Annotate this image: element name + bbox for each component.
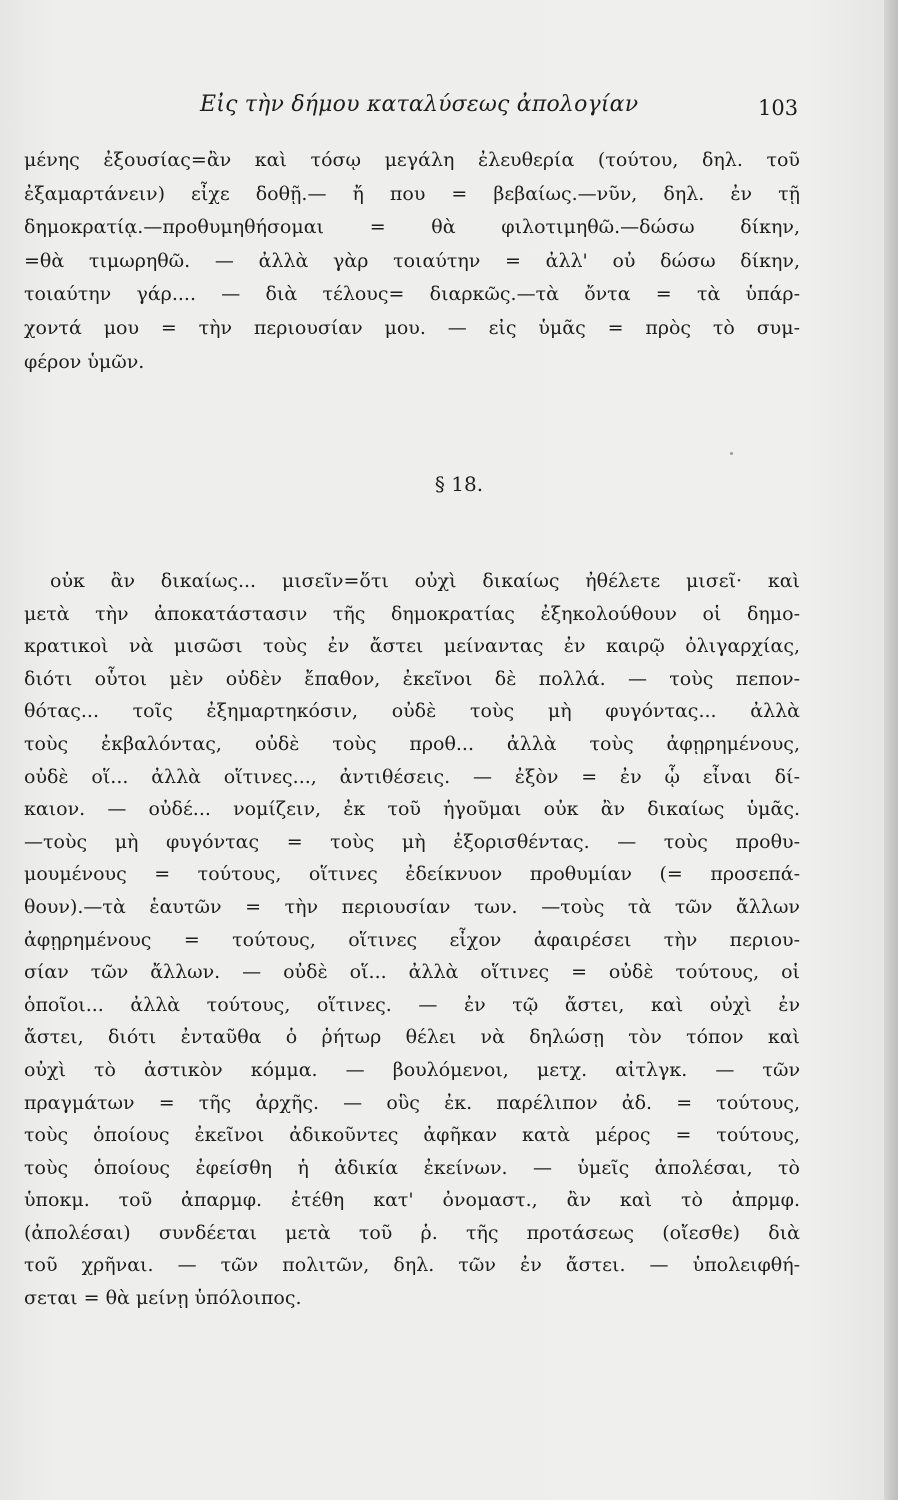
text-line: ἐξαμαρτάνειν) εἶχε δοθῇ.— ἤ που = βεβαίως.—νῦν, δηλ. ἐν τῇ <box>24 182 800 205</box>
text-line: μουμένους = τούτους, οἵτινες ἐδείκνυον προθυμίαν (= προσεπά- <box>24 863 800 886</box>
text-line: τοιαύτην γάρ.... — διὰ τέλους= διαρκῶς.—τὰ ὄντα = τὰ ὑπάρ- <box>24 283 800 306</box>
text-line: σεται = θὰ μείνῃ ὑπόλοιπος. <box>24 1287 302 1310</box>
running-title: Εἰς τὴν δήμου καταλύσεως ἀπολογίαν <box>200 92 639 117</box>
text-line: διότι οὗτοι μὲν οὐδὲν ἔπαθον, ἐκεῖνοι δὲ πολλά. — τοὺς πεπον- <box>24 667 800 690</box>
text-line: ἄστει, διότι ἐνταῦθα ὁ ῥήτωρ θέλει νὰ δηλώσῃ τὸν τόπον καὶ <box>24 1026 800 1049</box>
text-line: πραγμάτων = τῆς ἀρχῆς. — οὓς ἐκ. παρέλιπον ἀδ. = τούτους, <box>24 1091 800 1114</box>
text-line: οὐκ ἂν δικαίως... μισεῖν=ὅτι οὐχὶ δικαίως ἠθέλετε μισεῖ· καὶ <box>50 570 800 592</box>
text-line: κρατικοὶ νὰ μισῶσι τοὺς ἐν ἄστει μείναντας ἐν καιρῷ ὀλιγαρχίας, <box>24 635 800 658</box>
text-line: σίαν τῶν ἄλλων. — οὐδὲ οἵ... ἀλλὰ οἵτινες = οὐδὲ τούτους, οἱ <box>24 961 800 984</box>
text-line: τοὺς ὁποίους ἐκεῖνοι ἀδικοῦντες ἀφῆκαν κατὰ μέρος = τούτους, <box>24 1124 800 1147</box>
text-line: φέρον ὑμῶν. <box>24 350 145 373</box>
text-line: οὐχὶ τὸ ἀστικὸν κόμμα. — βουλόμενοι, μετχ. αἰτλγκ. — τῶν <box>24 1058 800 1081</box>
text-line: τοὺς ὁποίους ἐφείσθη ἡ ἀδικία ἐκείνων. — ὑμεῖς ἀπολέσαι, τὸ <box>24 1156 800 1179</box>
text-line: ὑποκμ. τοῦ ἀπαρμφ. ἐτέθη κατ' ὀνομαστ., ἂν καὶ τὸ ἀπρμφ. <box>24 1189 800 1212</box>
paper-speck <box>730 452 733 455</box>
page-edge-shadow <box>884 0 898 1500</box>
text-line: θότας... τοῖς ἐξημαρτηκόσιν, οὐδὲ τοὺς μὴ φυγόντας... ἀλλὰ <box>24 700 800 723</box>
text-line: τοὺς ἐκβαλόντας, οὐδὲ τοὺς προθ... ἀλλὰ τοὺς ἀφῃρημένους, <box>24 732 800 755</box>
text-line: (ἀπολέσαι) συνδέεται μετὰ τοῦ ῥ. τῆς προτάσεως (οἴεσθε) διὰ <box>24 1221 800 1244</box>
commentary-block-top <box>24 144 800 379</box>
page-number: 103 <box>758 96 799 120</box>
text-line: =θὰ τιμωρηθῶ. — ἀλλὰ γὰρ τοιαύτην = ἀλλ' οὐ δώσω δίκην, <box>24 249 800 272</box>
text-line: ἀφῃρημένους = τούτους, οἵτινες εἶχον ἀφαιρέσει τὴν περιου- <box>24 928 800 951</box>
text-line: θουν).—τὰ ἑαυτῶν = τὴν περιουσίαν των. —τοὺς τὰ τῶν ἄλλων <box>24 895 800 918</box>
text-line: ὁποῖοι... ἀλλὰ τούτους, οἵτινες. — ἐν τῷ ἄστει, καὶ οὐχὶ ἐν <box>24 993 800 1016</box>
section-heading: § 18. <box>434 472 484 496</box>
text-line: χοντά μου = τὴν περιουσίαν μου. — εἰς ὑμᾶς = πρὸς τὸ συμ- <box>24 316 800 339</box>
text-line: —τοὺς μὴ φυγόντας = τοὺς μὴ ἐξορισθέντας. — τοὺς προθυ- <box>24 830 800 853</box>
page-header <box>0 86 898 126</box>
text-line: τοῦ χρῆναι. — τῶν πολιτῶν, δηλ. τῶν ἐν ἄστει. — ὑπολειφθή- <box>24 1254 800 1277</box>
text-line: μετὰ τὴν ἀποκατάστασιν τῆς δημοκρατίας ἐξηκολούθουν οἱ δημο- <box>24 602 800 625</box>
text-line: μένης ἐξουσίας=ἂν καὶ τόσῳ μεγάλη ἐλευθερία (τούτου, δηλ. τοῦ <box>24 149 800 171</box>
text-line: δημοκρατίᾳ.—προθυμηθήσομαι = θὰ φιλοτιμηθῶ.—δώσω δίκην, <box>24 216 800 239</box>
commentary-block-section-18 <box>24 565 800 1315</box>
text-line: οὐδὲ οἵ... ἀλλὰ οἵτινες..., ἀντιθέσεις. — ἐξὸν = ἐν ᾧ εἶναι δί- <box>24 765 800 788</box>
text-line: καιον. — οὐδέ... νομίζειν, ἐκ τοῦ ἡγοῦμαι οὐκ ἂν δικαίως ὑμᾶς. <box>24 798 800 821</box>
